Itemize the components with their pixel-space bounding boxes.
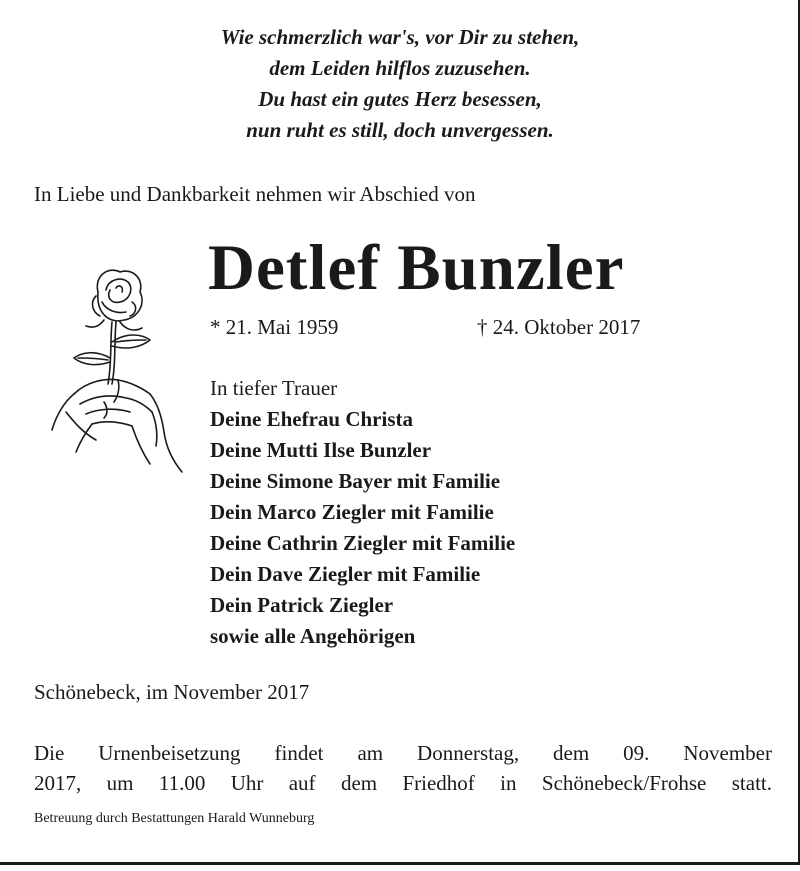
mourner-name: sowie alle Angehörigen: [210, 624, 416, 648]
birth-date: * 21. Mai 1959: [210, 315, 339, 339]
poem-line: nun ruht es still, doch unvergessen.: [246, 118, 554, 142]
burial-notice-line: Die Urnenbeisetzung findet am Donnerstag, dem 09. November: [34, 741, 772, 765]
farewell-intro: In Liebe und Dankbarkeit nehmen wir Abschied von: [34, 182, 476, 206]
burial-notice-line: 2017, um 11.00 Uhr auf dem Friedhof in Schönebeck/Frohse statt.: [34, 771, 772, 795]
deceased-name: Detlef Bunzler: [208, 232, 625, 304]
mourner-name: Deine Cathrin Ziegler mit Familie: [210, 531, 516, 555]
mourner-name: Dein Patrick Ziegler: [210, 593, 394, 617]
mourner-name: Deine Simone Bayer mit Familie: [210, 469, 501, 493]
mourners-list: [210, 373, 515, 652]
place-and-date: Schönebeck, im November 2017: [34, 680, 310, 704]
poem-line: Wie schmerzlich war's, vor Dir zu stehen,: [220, 25, 580, 49]
poem-line: dem Leiden hilflos zuzusehen.: [269, 56, 531, 80]
mourner-name: Dein Marco Ziegler mit Familie: [210, 500, 494, 524]
mourning-lead: In tiefer Trauer: [210, 376, 338, 400]
burial-notice: [34, 738, 772, 798]
mourner-name: Deine Ehefrau Christa: [210, 407, 413, 431]
mourner-name: Dein Dave Ziegler mit Familie: [210, 562, 481, 586]
death-date: † 24. Oktober 2017: [477, 315, 641, 339]
poem-line: Du hast ein gutes Herz besessen,: [258, 87, 542, 111]
undertaker-credit: Betreuung durch Bestattungen Harald Wunneburg: [34, 811, 315, 826]
mourner-name: Deine Mutti Ilse Bunzler: [210, 438, 432, 462]
rose-in-hand-icon: [46, 262, 191, 474]
memorial-poem: [0, 22, 800, 146]
